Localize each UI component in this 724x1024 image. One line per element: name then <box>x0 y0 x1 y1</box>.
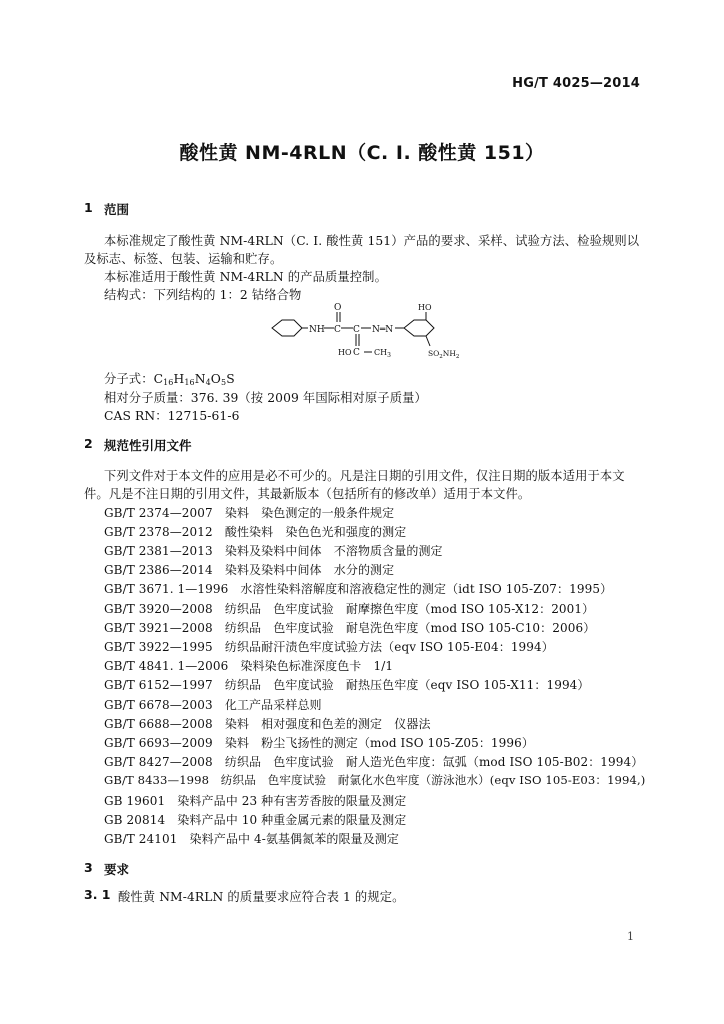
refs-intro-line2: 件。凡是不注日期的引用文件，其最新版本（包括所有的修改单）适用于本文件。 <box>84 487 531 501</box>
molecular-formula: 分子式：$C_{16}H_{16}N_4O_5S$ <box>104 372 235 387</box>
cas-number: CAS RN：12715-61-6 <box>104 409 240 423</box>
reference-item: GB/T 24101 染料产品中 4-氨基偶氮苯的限量及测定 <box>104 832 399 846</box>
reference-item: GB/T 2381—2013 染料及染料中间体 不溶物质含量的测定 <box>104 544 443 558</box>
scope-para1-line1: 本标准规定了酸性黄 NM-4RLN（C. I. 酸性黄 151）产品的要求、采样、试验方法、检验规则以 <box>104 234 640 248</box>
molecular-mass: 相对分子质量：376. 39（按 2009 年国际相对原子质量） <box>104 391 427 405</box>
reference-item: GB/T 3671. 1—1996 水溶性染料溶解度和溶液稳定性的测定（idt ISO 105-Z07：1995） <box>104 582 613 596</box>
page-number: 1 <box>627 930 634 943</box>
c1-label: C <box>334 325 341 335</box>
refs-intro-line1: 下列文件对于本文件的应用是必不可少的。凡是注日期的引用文件，仅注日期的版本适用于本文 <box>104 469 625 483</box>
reference-item: GB/T 8427—2008 纺织品 色牢度试验 耐人造光色牢度：氙弧（mod ISO 105-B02：1994） <box>104 755 644 769</box>
benzene-ring <box>272 320 302 336</box>
reference-item: GB/T 3921—2008 纺织品 色牢度试验 耐皂洗色牢度（mod ISO 105-C10：2006） <box>104 621 596 635</box>
azo-label: N═N <box>372 325 394 335</box>
reference-item: GB/T 6678—2003 化工产品采样总则 <box>104 698 322 712</box>
subsection-3-1-number: 3. 1 <box>84 887 111 902</box>
scope-para1-line2: 及标志、标签、包装、运输和贮存。 <box>84 252 283 266</box>
c2-label: C <box>353 325 360 335</box>
scope-para2: 本标准适用于酸性黄 NM-4RLN 的产品质量控制。 <box>104 270 387 284</box>
section-2-heading: 规范性引用文件 <box>104 438 192 453</box>
standard-code: HG/T 4025—2014 <box>512 76 640 91</box>
section-2-number: 2 <box>84 436 93 451</box>
o-label: O <box>334 303 342 313</box>
c3-label: C <box>353 348 360 358</box>
subsection-3-1-text: 酸性黄 NM-4RLN 的质量要求应符合表 1 的规定。 <box>118 890 405 904</box>
reference-item: GB/T 2386—2014 染料及染料中间体 水分的测定 <box>104 563 395 577</box>
reference-item: GB/T 6693—2009 染料 粉尘飞扬性的测定（mod ISO 105-Z05：1996） <box>104 736 534 750</box>
structural-formula <box>258 298 488 366</box>
ho-bottom-label: HO <box>338 348 352 357</box>
reference-item: GB/T 8433—1998 纺织品 色牢度试验 耐氯化水色牢度（游泳池水）(eqv ISO 105-E03：1994,) <box>104 773 646 787</box>
section-1-number: 1 <box>84 200 93 215</box>
section-3-heading: 要求 <box>104 862 130 877</box>
ch3-label: $CH_3$ <box>374 348 391 359</box>
section-3-number: 3 <box>84 860 93 875</box>
reference-item: GB/T 3920—2008 纺织品 色牢度试验 耐摩擦色牢度（mod ISO 105-X12：2001） <box>104 602 595 616</box>
ho-top-label: HO <box>418 303 432 312</box>
so2nh2-label: $SO_2NH_2$ <box>428 349 460 360</box>
reference-item: GB/T 6152—1997 纺织品 色牢度试验 耐热压色牢度（eqv ISO 105-X11：1994） <box>104 678 590 692</box>
section-1-heading: 范围 <box>104 202 130 217</box>
benzene-ring-2 <box>404 320 434 336</box>
document-title: 酸性黄 NM-4RLN（C. I. 酸性黄 151） <box>179 142 545 164</box>
reference-item: GB/T 6688—2008 染料 相对强度和色差的测定 仪器法 <box>104 717 431 731</box>
reference-item: GB 20814 染料产品中 10 种重金属元素的限量及测定 <box>104 813 407 827</box>
reference-item: GB/T 2374—2007 染料 染色测定的一般条件规定 <box>104 506 395 520</box>
structure-label: 结构式：下列结构的 1：2 钴络合物 <box>104 288 302 302</box>
reference-item: GB/T 2378—2012 酸性染料 染色色光和强度的测定 <box>104 525 407 539</box>
reference-item: GB/T 3922—1995 纺织品耐汗渍色牢度试验方法（eqv ISO 105-E04：1994） <box>104 640 554 654</box>
reference-item: GB 19601 染料产品中 23 种有害芳香胺的限量及测定 <box>104 794 407 808</box>
nh-label: NH <box>309 325 325 335</box>
reference-item: GB/T 4841. 1—2006 染料染色标准深度色卡 1/1 <box>104 659 394 673</box>
